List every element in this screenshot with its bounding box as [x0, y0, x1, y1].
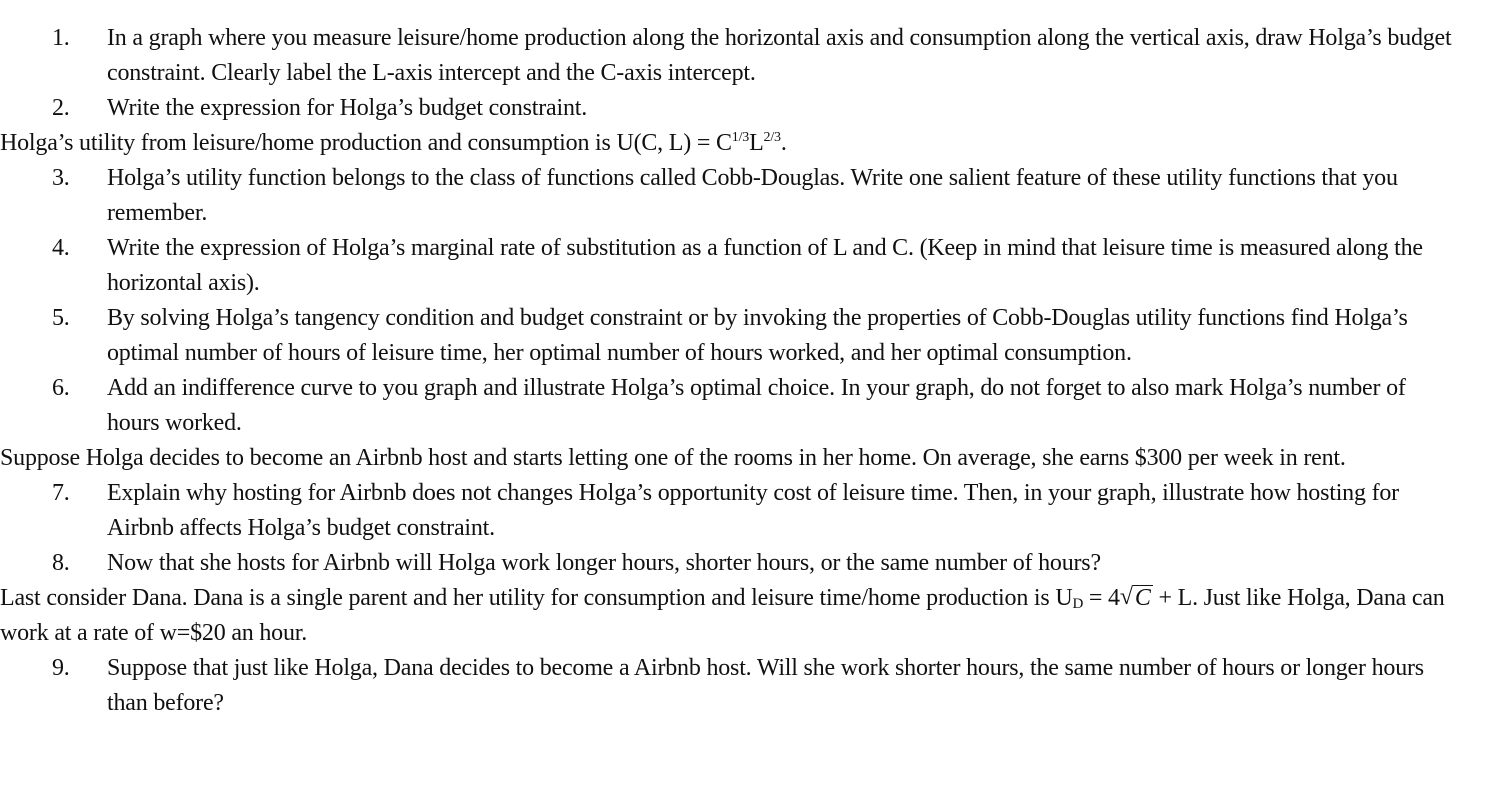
question-number: 5. — [52, 305, 70, 331]
dana-paragraph — [0, 581, 1445, 651]
question-text: By solving Holga’s tangency condition and budget constraint or by invoking the properties of Cobb-Douglas utility functions find Holga’s optimal number of hours of leisure time, her optimal number of hours worked, and her optimal consumption. — [107, 305, 1408, 366]
square-root — [1120, 581, 1153, 616]
question-text: Write the expression of Holga’s marginal rate of substitution as a function of L and C. (Keep in mind that leisure time is measured along the horizontal axis). — [107, 235, 1423, 296]
question-text: Write the expression for Holga’s budget constraint. — [107, 95, 588, 121]
exponent-l: 2/3 — [763, 130, 781, 145]
question-8 — [0, 546, 1452, 581]
radical-sign: √ — [1119, 584, 1133, 610]
question-number: 3. — [52, 165, 70, 191]
dana-text-1: Last consider Dana. Dana is a single parent and her utility for consumption and leisure time/home production is U — [0, 585, 1073, 611]
question-number: 8. — [52, 550, 70, 576]
question-6 — [0, 371, 1452, 441]
question-text: Holga’s utility function belongs to the class of functions called Cobb-Douglas. Write one salient feature of these utility functions that you remember. — [107, 165, 1398, 226]
question-3 — [0, 161, 1452, 231]
dana-text-2: + L. Just like Holga, Dana can work at a rate of w=$20 an hour. — [0, 585, 1445, 646]
question-number: 4. — [52, 235, 70, 261]
radicand: C — [1134, 585, 1151, 611]
question-text: Explain why hosting for Airbnb does not changes Holga’s opportunity cost of leisure time. Then, in your graph, illustrate how hosting for Airbnb affects Holga’s budget constraint. — [107, 480, 1399, 541]
airbnb-text: Suppose Holga decides to become an Airbnb host and starts letting one of the rooms in her home. On average, she earns $300 per week in rent. — [0, 445, 1346, 471]
question-number: 6. — [52, 375, 70, 401]
utility-paragraph — [0, 126, 1445, 161]
problem-set-document — [0, 21, 1502, 721]
dana-equals: = 4 — [1083, 585, 1120, 611]
question-text: Add an indifference curve to you graph and illustrate Holga’s optimal choice. In your graph, do not forget to also mark Holga’s number of hours worked. — [107, 375, 1406, 436]
exponent-c: 1/3 — [731, 130, 750, 145]
question-2 — [0, 91, 1452, 126]
question-text: Now that she hosts for Airbnb will Holga work longer hours, shorter hours, or the same number of hours? — [107, 550, 1101, 576]
utility-subscript: D — [1072, 596, 1084, 612]
utility-period: . — [780, 130, 787, 156]
question-number: 7. — [52, 480, 70, 506]
question-7 — [0, 476, 1452, 546]
question-5 — [0, 301, 1452, 371]
question-number: 9. — [52, 655, 70, 681]
airbnb-paragraph — [0, 441, 1445, 476]
question-number: 2. — [52, 95, 70, 121]
question-1 — [0, 21, 1452, 91]
question-text: Suppose that just like Holga, Dana decides to become a Airbnb host. Will she work shorter hours, the same number of hours or longer hours than before? — [107, 655, 1424, 716]
utility-text: Holga’s utility from leisure/home production and consumption is U(C, L) = C — [0, 130, 732, 156]
question-number: 1. — [52, 25, 70, 51]
question-9 — [0, 651, 1452, 721]
question-4 — [0, 231, 1452, 301]
question-text: In a graph where you measure leisure/home production along the horizontal axis and consumption along the vertical axis, draw Holga’s budget constraint. Clearly label the L-axis intercept and the C-axis intercept. — [107, 25, 1452, 86]
utility-l: L — [749, 130, 764, 156]
